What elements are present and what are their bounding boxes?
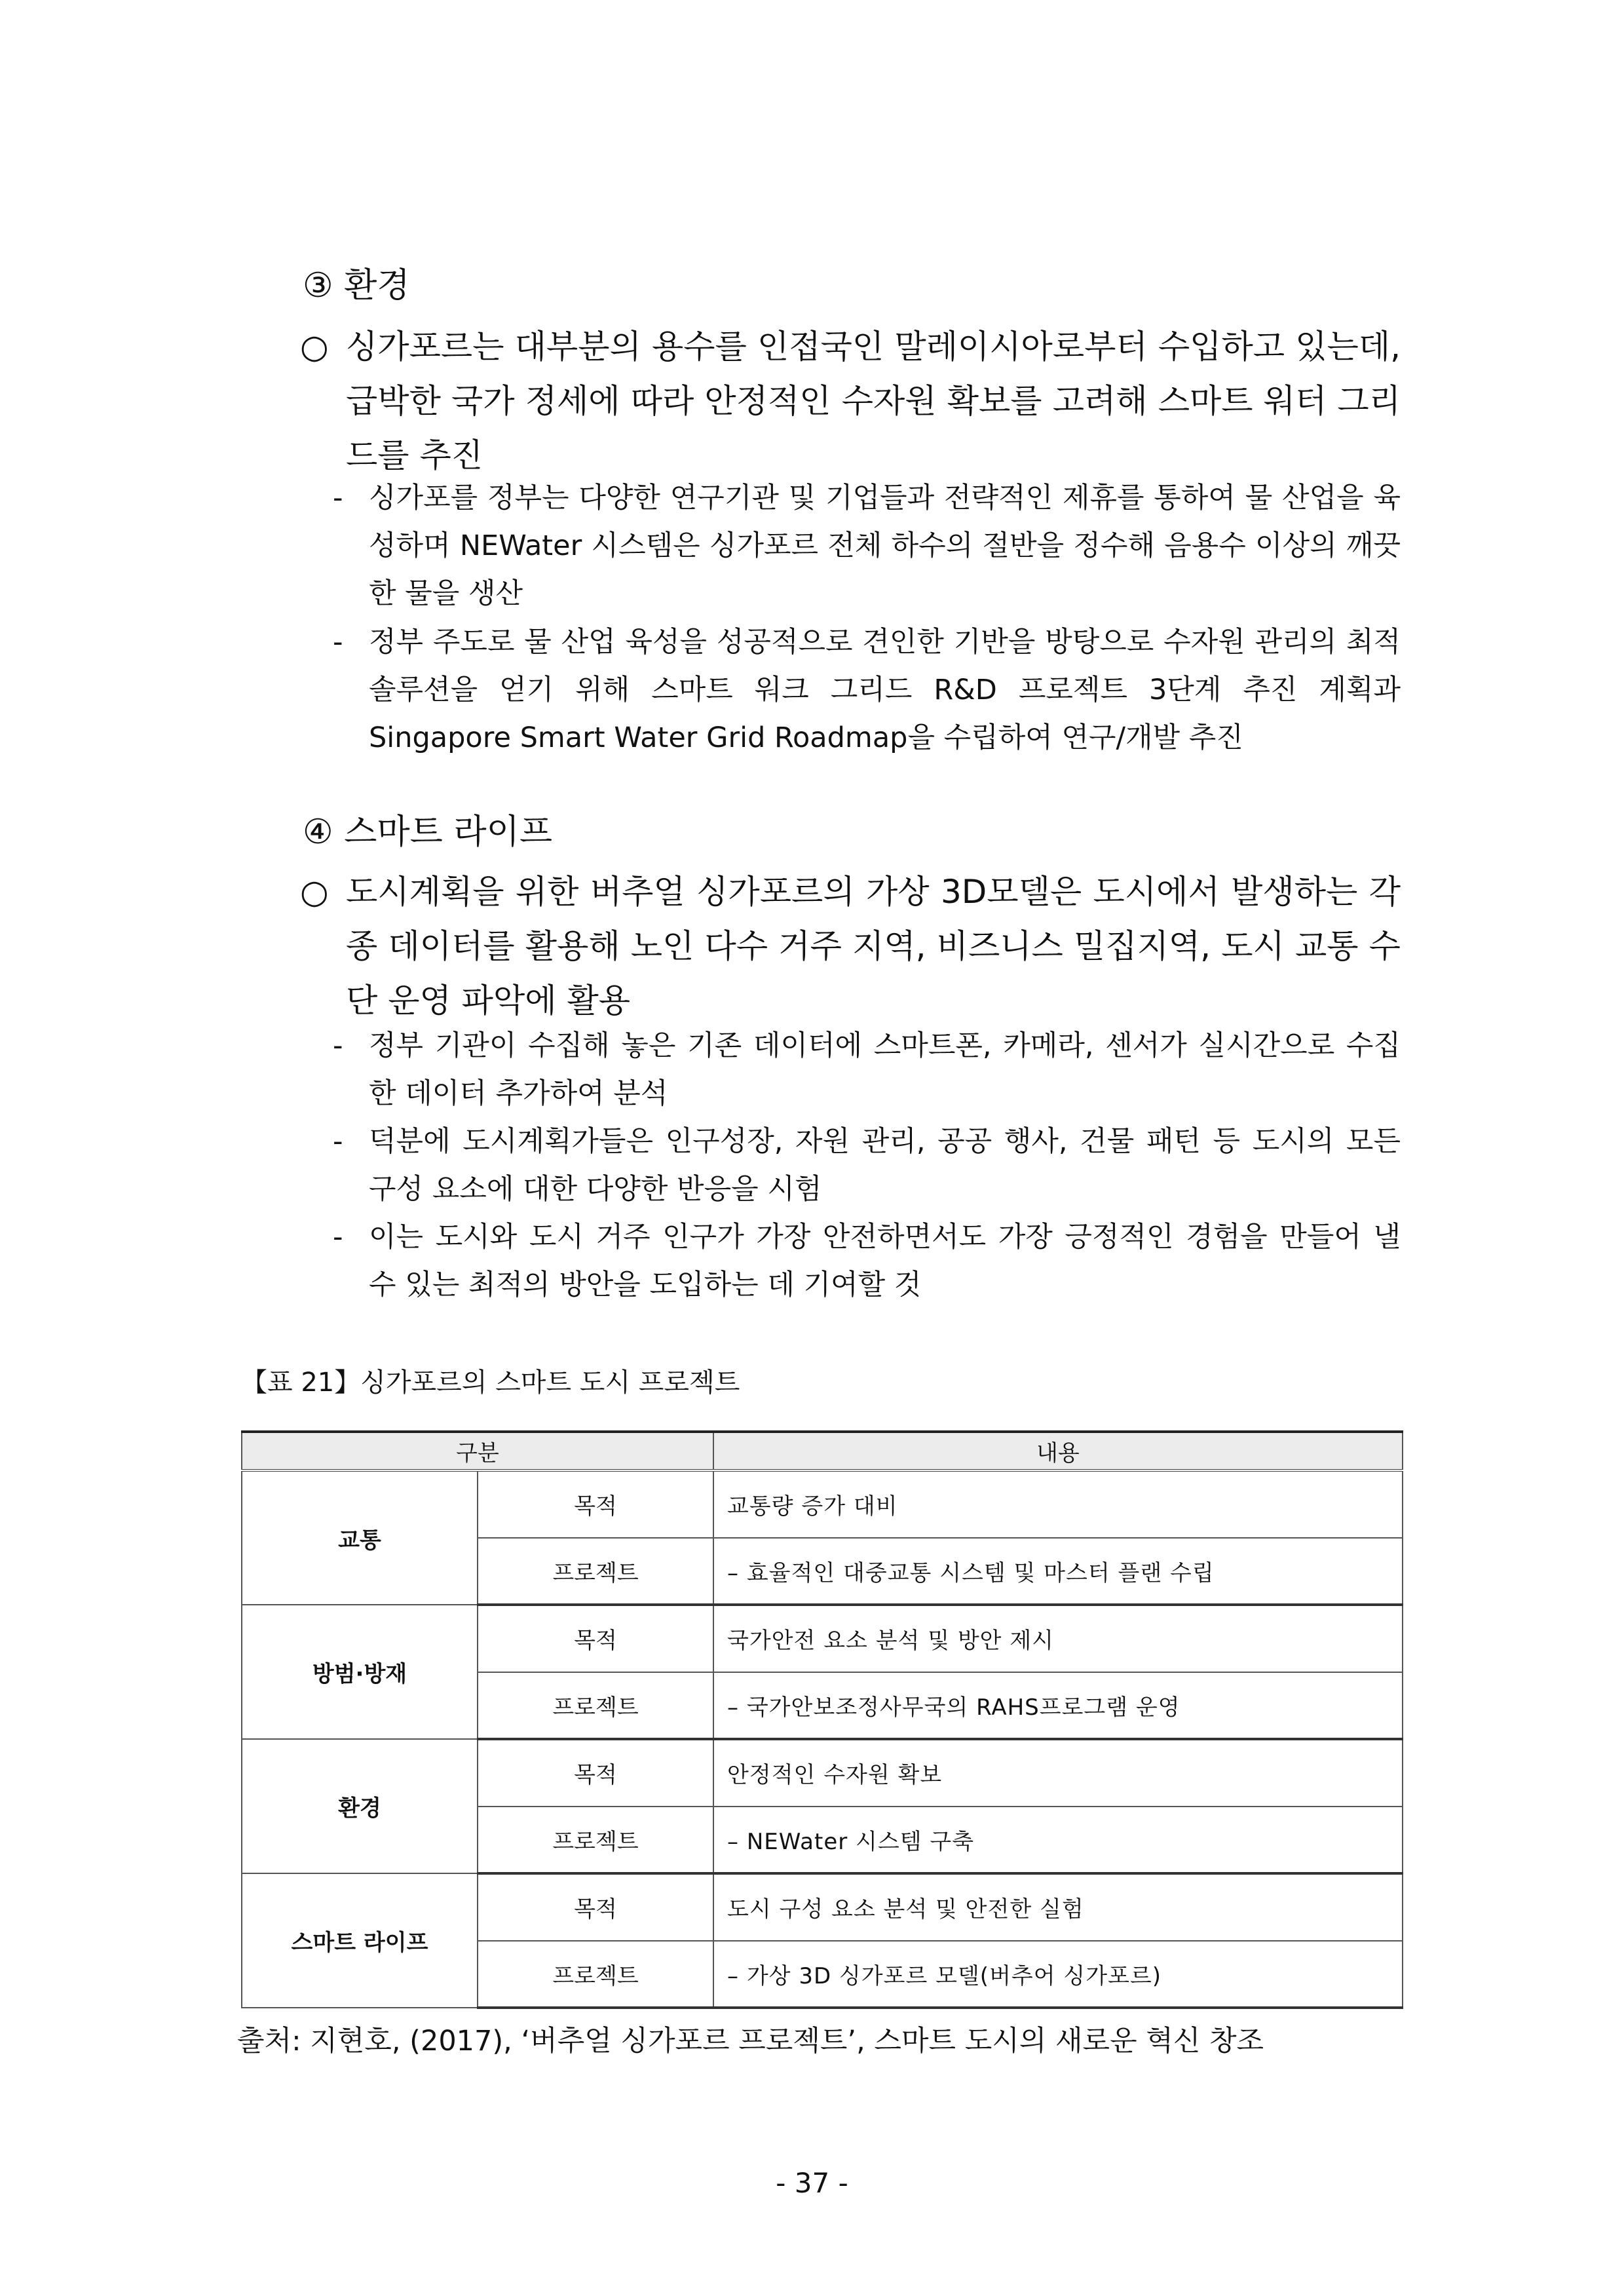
circle-bullet-icon: ○	[300, 873, 329, 911]
value-cell: – 가상 3D 싱가포르 모델(버추어 싱가포르)	[713, 1941, 1403, 2008]
section-title-smart-life: ④ 스마트 라이프	[303, 813, 553, 852]
label-cell: 프로젝트	[478, 1672, 713, 1740]
value-cell: 국가안전 요소 분석 및 방안 제시	[713, 1605, 1403, 1672]
label-cell: 프로젝트	[478, 1941, 713, 2008]
sub-bullet-item	[333, 1214, 1401, 1309]
dash-bullet: -	[333, 1125, 343, 1158]
header-content: 내용	[713, 1432, 1403, 1470]
sub-bullet-item	[333, 474, 1401, 618]
main-bullet-text: 도시계획을 위한 버추얼 싱가포르의 가상 3D모델은 도시에서 발생하는 각종 데이터를 활용해 노인 다수 거주 지역, 비즈니스 밀집지역, 도시 교통 수단 운영 파악에 활용	[346, 873, 1401, 1020]
category-cell: 교통	[242, 1470, 478, 1605]
main-bullet-item	[300, 320, 1401, 483]
header-category: 구분	[242, 1432, 713, 1470]
table-caption: 【표 21】싱가포르의 스마트 도시 프로젝트	[241, 1368, 740, 1398]
category-cell: 스마트 라이프	[242, 1873, 478, 2008]
value-cell: – NEWater 시스템 구축	[713, 1807, 1403, 1874]
section-title-environment: ③ 환경	[303, 266, 410, 305]
dash-bullet: -	[333, 482, 343, 514]
value-cell: – 국가안보조정사무국의 RAHS프로그램 운영	[713, 1672, 1403, 1740]
sub-bullet-item	[333, 1022, 1401, 1118]
label-cell: 프로젝트	[478, 1807, 713, 1874]
dash-bullet: -	[333, 1221, 343, 1253]
table-row	[242, 1873, 1403, 1941]
sub-bullet-text: 덕분에 도시계획가들은 인구성장, 자원 관리, 공공 행사, 건물 패턴 등 도시의 모든 구성 요소에 대한 다양한 반응을 시험	[369, 1125, 1401, 1206]
page-number: - 37 -	[776, 2167, 848, 2199]
category-cell: 환경	[242, 1739, 478, 1873]
label-cell: 프로젝트	[478, 1538, 713, 1605]
category-cell: 방범·방재	[242, 1605, 478, 1739]
dash-bullet: -	[333, 626, 343, 659]
main-bullet-text: 싱가포르는 대부분의 용수를 인접국인 말레이시아로부터 수입하고 있는데, 급박한 국가 정세에 따라 안정적인 수자원 확보를 고려해 스마트 워터 그리드를 추진	[346, 328, 1401, 474]
table-row	[242, 1739, 1403, 1807]
table-row	[242, 1470, 1403, 1538]
value-cell: 교통량 증가 대비	[713, 1470, 1403, 1538]
dash-bullet: -	[333, 1029, 343, 1062]
label-cell: 목적	[478, 1605, 713, 1672]
table-header-row	[242, 1432, 1403, 1470]
main-bullet-item	[300, 865, 1401, 1028]
sub-bullet-item	[333, 619, 1401, 762]
value-cell: 도시 구성 요소 분석 및 안전한 실험	[713, 1873, 1403, 1941]
circle-bullet-icon: ○	[300, 328, 329, 366]
label-cell: 목적	[478, 1739, 713, 1807]
smart-city-project-table	[241, 1430, 1403, 2009]
sub-bullet-item	[333, 1118, 1401, 1214]
value-cell: – 효율적인 대중교통 시스템 및 마스터 플랜 수립	[713, 1538, 1403, 1605]
value-cell: 안정적인 수자원 확보	[713, 1739, 1403, 1807]
table-row	[242, 1605, 1403, 1672]
sub-bullet-text: 정부 기관이 수집해 놓은 기존 데이터에 스마트폰, 카메라, 센서가 실시간으로 수집한 데이터 추가하여 분석	[369, 1029, 1401, 1110]
source-citation: 출처: 지현호, (2017), ‘버추얼 싱가포르 프로젝트’, 스마트 도시의 새로운 혁신 창조	[237, 2025, 1264, 2057]
label-cell: 목적	[478, 1470, 713, 1538]
sub-bullet-text: 싱가포를 정부는 다양한 연구기관 및 기업들과 전략적인 제휴를 통하여 물 산업을 육성하며 NEWater 시스템은 싱가포르 전체 하수의 절반을 정수해 음용수 이상의 깨끗한 물을 생산	[369, 482, 1401, 610]
label-cell: 목적	[478, 1873, 713, 1941]
sub-bullet-text: 정부 주도로 물 산업 육성을 성공적으로 견인한 기반을 방탕으로 수자원 관리의 최적솔루션을 얻기 위해 스마트 워크 그리드 R&D 프로젝트 3단계 추진 계획과 Singapore Smart Water Grid Roadmap을 수립하여 연구/개발 추진	[369, 626, 1401, 754]
sub-bullet-text: 이는 도시와 도시 거주 인구가 가장 안전하면서도 가장 긍정적인 경험을 만들어 낼 수 있는 최적의 방안을 도입하는 데 기여할 것	[369, 1221, 1401, 1301]
